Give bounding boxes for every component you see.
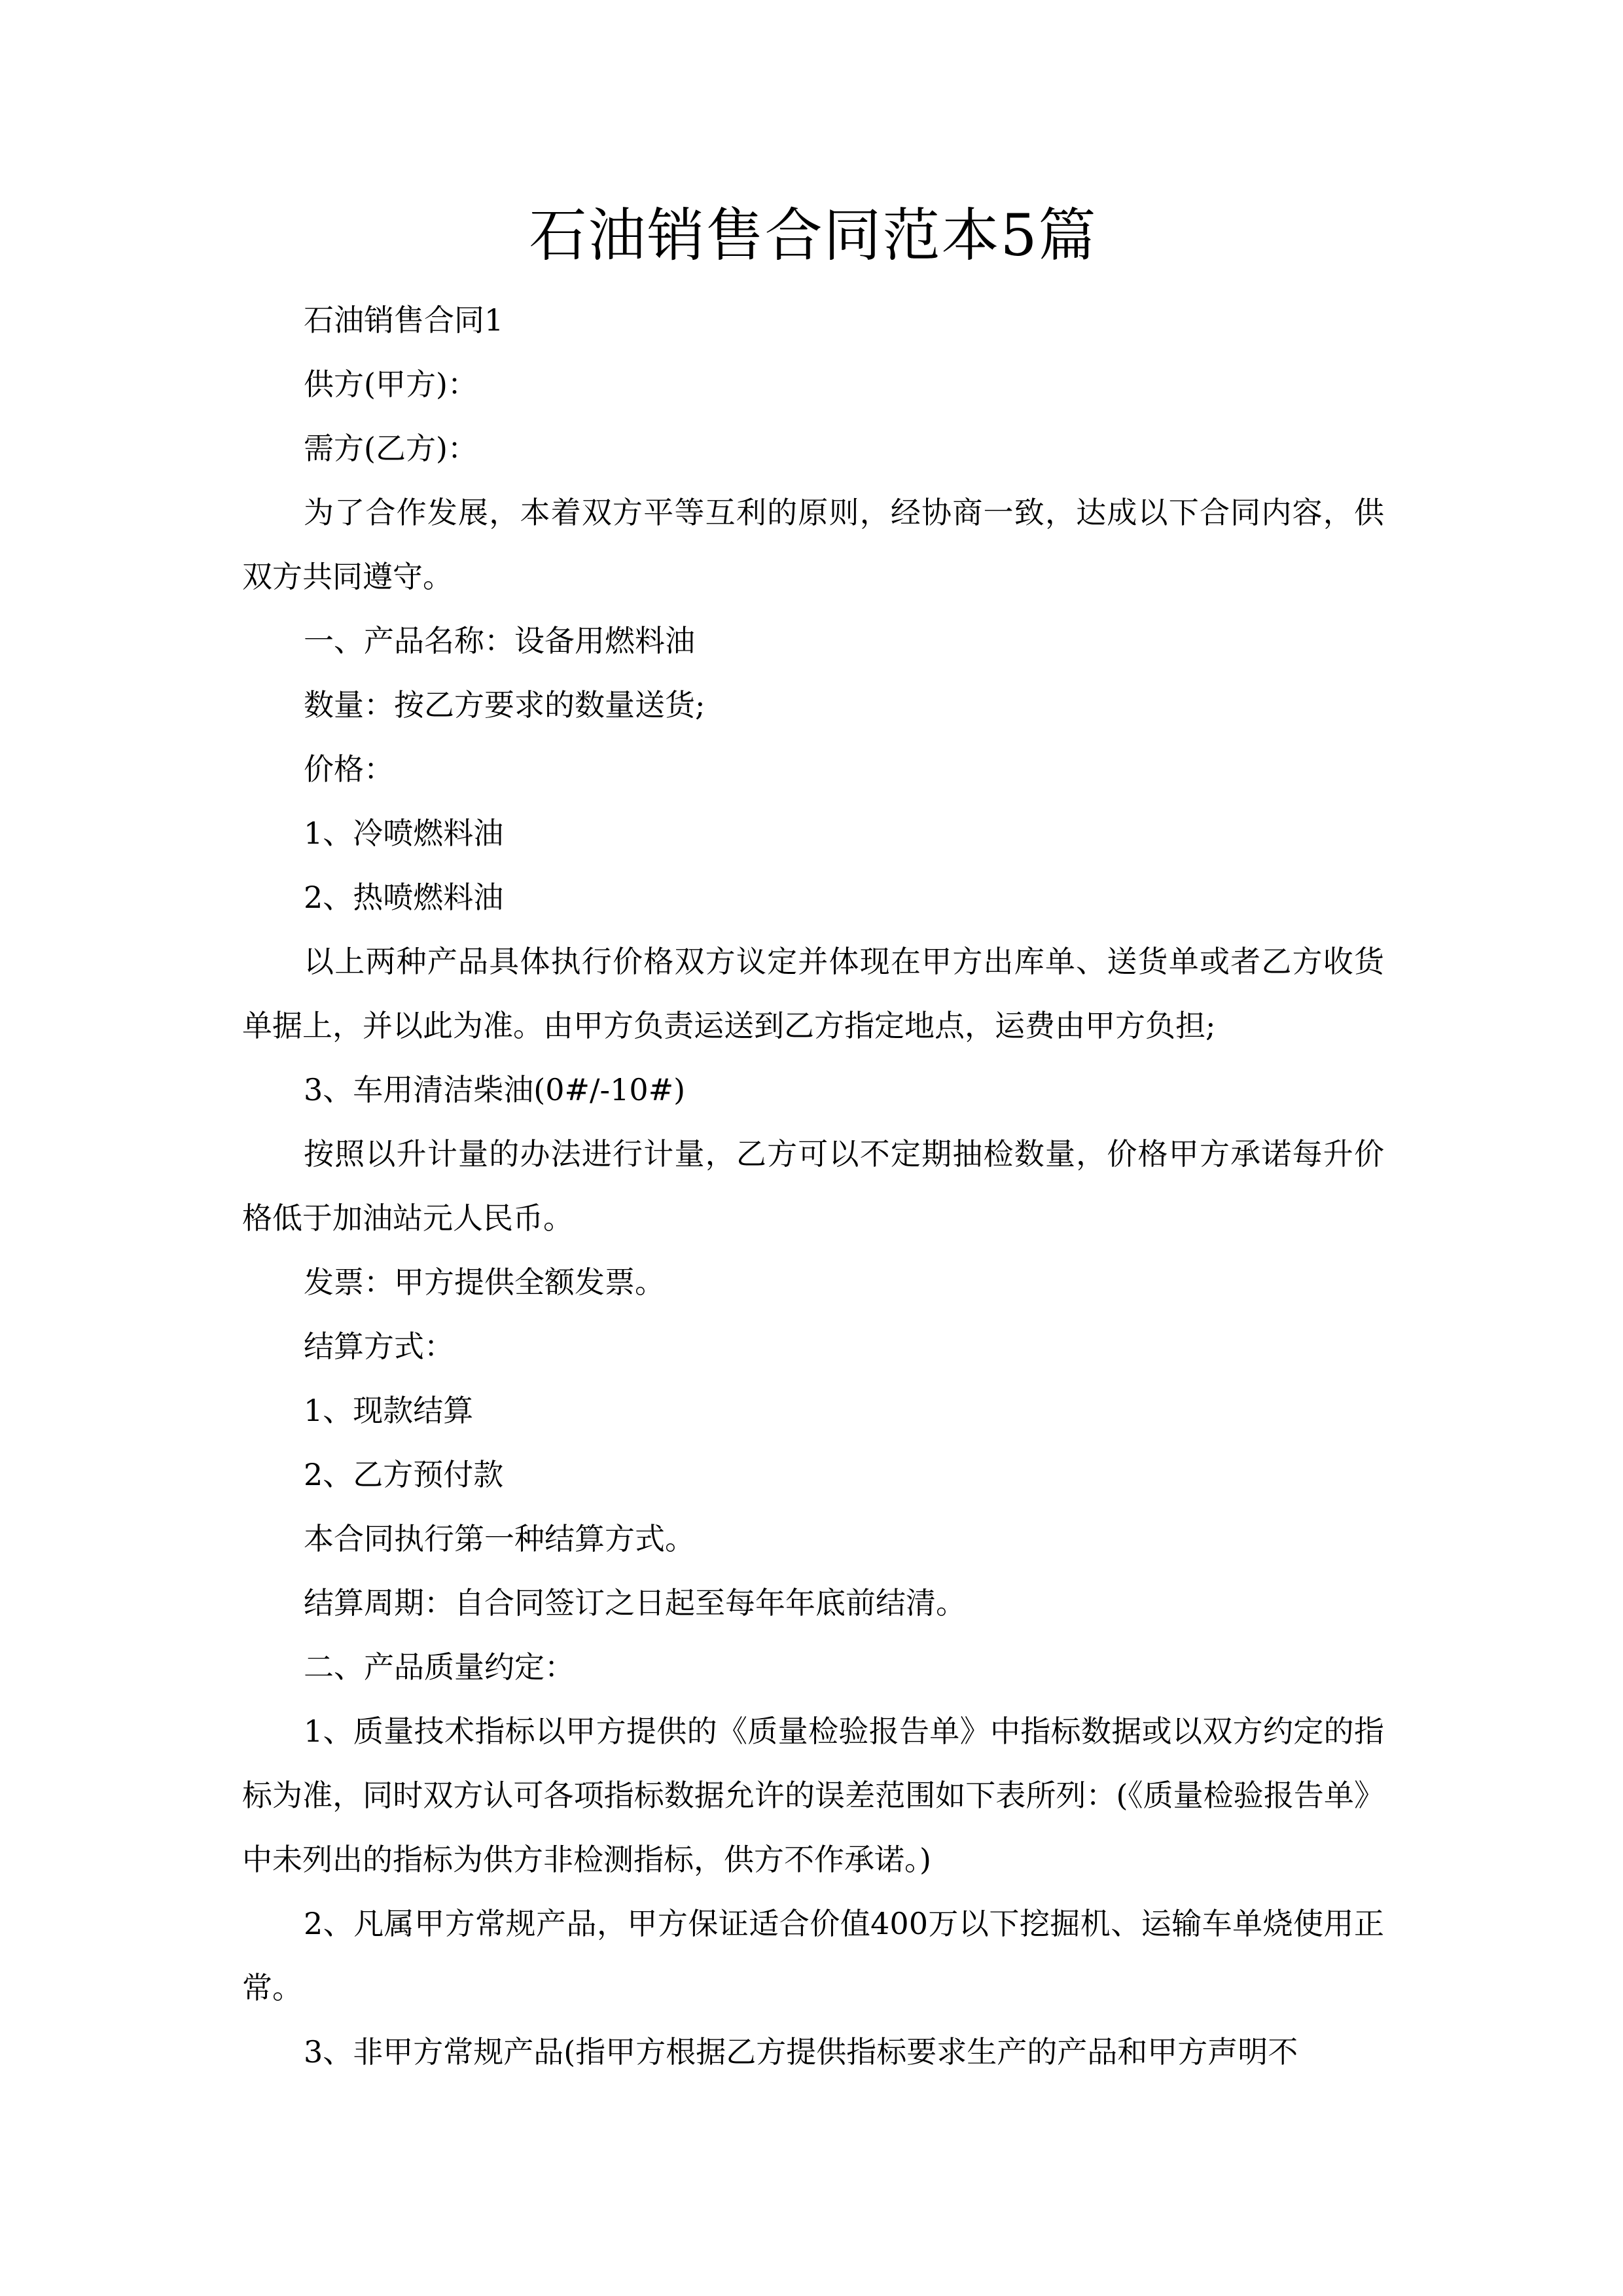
settlement-option-prepay: 2、乙方预付款: [304, 1457, 504, 1492]
settlement-option-cash: 1、现款结算: [304, 1393, 474, 1428]
contract-heading: 石油销售合同1: [304, 302, 504, 338]
price-item-diesel: 3、车用清洁柴油(0#/-10#): [304, 1072, 686, 1107]
preamble-paragraph: 为了合作发展，本着双方平等互利的原则，经协商一致，达成以下合同内容，供双方共同遵守。: [242, 495, 1384, 594]
diesel-measure-paragraph: 按照以升计量的办法进行计量，乙方可以不定期抽检数量，价格甲方承诺每升价格低于加油站元人民币。: [242, 1136, 1384, 1236]
invoice-line: 发票：甲方提供全额发票。: [304, 1265, 665, 1300]
price-terms-paragraph: 以上两种产品具体执行价格双方议定并体现在甲方出库单、送货单或者乙方收货单据上，并以此为准。由甲方负责运送到乙方指定地点，运费由甲方负担;: [242, 944, 1384, 1043]
price-label: 价格：: [304, 751, 394, 787]
buyer-party-line: 需方(乙方)：: [304, 431, 478, 466]
quality-clause-2: 2、凡属甲方常规产品，甲方保证适合价值400万以下挖掘机、运输车单烧使用正常。: [242, 1906, 1384, 2005]
settlement-period-line: 结算周期：自合同签订之日起至每年年底前结清。: [304, 1585, 966, 1621]
settlement-method-label: 结算方式：: [304, 1329, 454, 1364]
quality-clause-1: 1、质量技术指标以甲方提供的《质量检验报告单》中指标数据或以双方约定的指标为准，同时双方认可各项指标数据允许的误差范围如下表所列：(《质量检验报告单》中未列出的指标为供方非检测指标，供方不作承诺。): [242, 1713, 1384, 1877]
price-item-hot-spray: 2、热喷燃料油: [304, 880, 504, 915]
settlement-choice-line: 本合同执行第一种结算方式。: [304, 1521, 695, 1556]
quantity-line: 数量：按乙方要求的数量送货;: [304, 687, 705, 723]
price-item-cold-spray: 1、冷喷燃料油: [304, 816, 504, 851]
section-quality: 二、产品质量约定：: [304, 1649, 575, 1685]
quality-clause-3: 3、非甲方常规产品(指甲方根据乙方提供指标要求生产的产品和甲方声明不: [304, 2034, 1298, 2070]
supplier-party-line: 供方(甲方)：: [304, 367, 478, 402]
document-title: 石油销售合同范本5篇: [529, 202, 1097, 269]
section-product-name: 一、产品名称：设备用燃料油: [304, 623, 695, 658]
document-body: [242, 288, 1384, 2084]
